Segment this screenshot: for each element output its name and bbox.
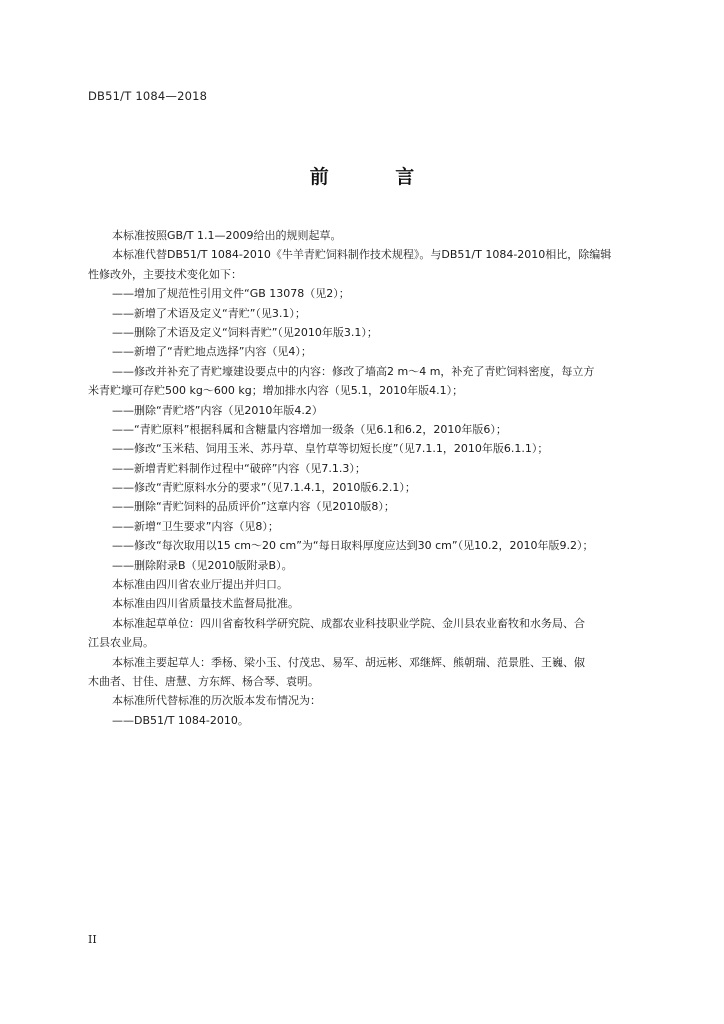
body-line: ——删除附录B（见2010版附录B）。 xyxy=(112,558,293,572)
body-line: ——新增了“青贮地点选择”内容（见4）； xyxy=(112,345,312,359)
body-line: ——新增了术语及定义“青贮”（见3.1）； xyxy=(112,306,306,320)
body-line: ——删除“青贮塔”内容（见2010年版4.2） xyxy=(112,403,323,417)
page-number: II xyxy=(88,933,97,946)
body-line: ——增加了规范性引用文件“GB 13078（见2）； xyxy=(112,287,350,301)
body-line: 本标准代替DB51/T 1084-2010《牛羊青贮饲料制作技术规程》。与DB51/T 1084-2010相比，除编辑 xyxy=(112,248,612,262)
body-line: 性修改外，主要技术变化如下： xyxy=(88,267,242,281)
body-line: ——新增青贮料制作过程中“破碎”内容（见7.1.3）； xyxy=(112,461,366,475)
document-code: DB51/T 1084—2018 xyxy=(88,89,208,103)
body-line: ——DB51/T 1084-2010。 xyxy=(112,713,249,727)
body-line: 本标准由四川省质量技术监督局批准。 xyxy=(112,597,299,611)
body-line: ——新增“卫生要求”内容（见8）； xyxy=(112,519,279,533)
body-line: ——删除了术语及定义“饲料青贮”（见2010年版3.1）； xyxy=(112,325,378,339)
body-line: ——修改“每次取用以15 cm～20 cm”为“每日取料厚度应达到30 cm”（见10.2，2010年版9.2）； xyxy=(112,539,594,553)
body-line: 本标准所代替标准的历次版本发布情况为： xyxy=(112,694,321,708)
body-line: 木曲者、甘佳、唐慧、方东辉、杨合琴、袁明。 xyxy=(88,674,319,688)
foreword-body xyxy=(88,226,660,730)
body-line: ——删除“青贮饲料的品质评价”这章内容（见2010版8）； xyxy=(112,500,395,514)
body-line: 本标准按照GB/T 1.1—2009给出的规则起草。 xyxy=(112,229,342,242)
page-title: 前 言 xyxy=(309,166,445,188)
body-line: 本标准起草单位：四川省畜牧科学研究院、成都农业科技职业学院、金川县农业畜牧和水务局、合 xyxy=(112,616,585,630)
body-line: 本标准主要起草人：季杨、梁小玉、付茂忠、易军、胡远彬、邓继辉、熊朝瑞、范景胜、王巍、俶 xyxy=(112,655,585,669)
body-line: ——修改“玉米秸、饲用玉米、苏丹草、皇竹草等切短长度”（见7.1.1，2010年版6.1.1）； xyxy=(112,442,549,456)
body-line: 本标准由四川省农业厅提出并归口。 xyxy=(112,578,288,592)
body-line: ——“青贮原料”根据科属和含糖量内容增加一级条（见6.1和6.2，2010年版6）； xyxy=(112,422,507,436)
body-line: ——修改并补充了青贮壕建设要点中的内容：修改了墙高2 m～4 m，补充了青贮饲料密度，每立方 xyxy=(112,364,595,378)
body-line: 米青贮壕可存贮500 kg～600 kg；增加排水内容（见5.1，2010年版4.1）； xyxy=(88,384,464,398)
body-line: 江县农业局。 xyxy=(88,636,154,650)
body-line: ——修改“青贮原料水分的要求”（见7.1.4.1，2010版6.2.1）； xyxy=(112,481,416,495)
